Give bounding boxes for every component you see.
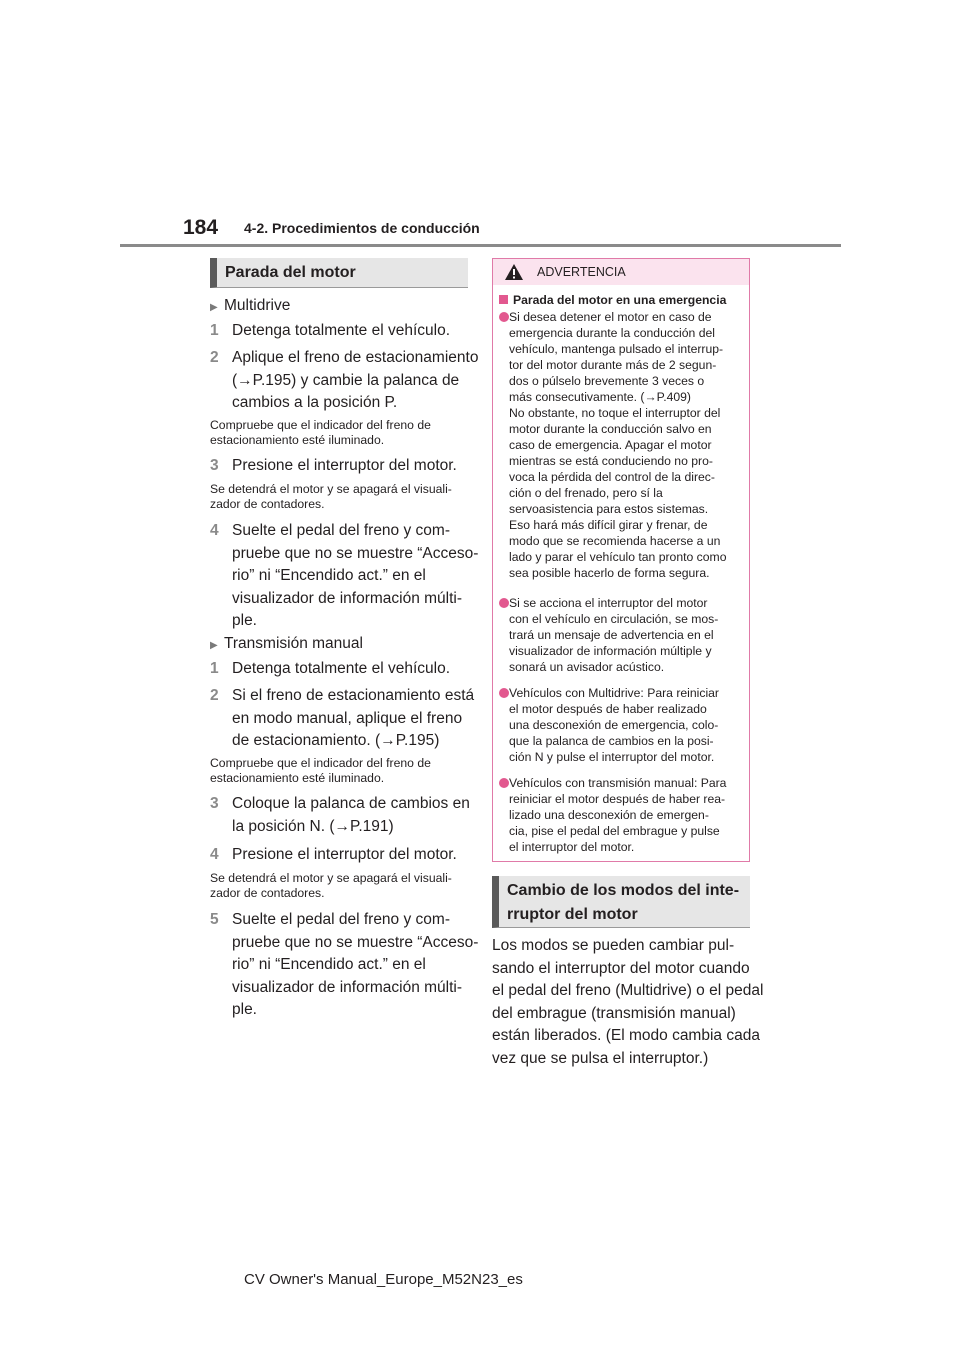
circle-bullet-icon (499, 778, 509, 788)
manual-label: ▶ Transmisión manual (210, 633, 363, 657)
mt-note-2-line2: estacionamiento esté iluminado. (210, 771, 385, 785)
warning-line: modo que se recomienda hacerse a un (509, 534, 721, 548)
warning-line: ción N y pulse el interruptor del motor. (509, 750, 715, 764)
mt-step-1: 1 Detenga totalmente el vehículo. (210, 660, 450, 677)
warning-line: servoasistencia para estos sistemas. (509, 502, 709, 516)
md-note-3-line1: Se detendrá el motor y se apagará el visuali- (210, 482, 452, 496)
warning-line: lado y parar el vehículo tan pronto como (509, 550, 727, 564)
mt-step-5-line4: visualizador de información múlti- (232, 979, 463, 996)
md-step-3: 3 Presione el interruptor del motor. (210, 457, 457, 474)
header-divider (120, 244, 841, 247)
md-note-3-line2: zador de contadores. (210, 497, 325, 511)
warning-line: motor durante la conducción salvo en (509, 422, 712, 436)
warning-line: que la palanca de cambios en la posi- (509, 734, 714, 748)
mt-step-5-line5: ple. (232, 1001, 257, 1018)
warning-line: tor del motor durante más de 2 segun- (509, 358, 717, 372)
heading-cambio-modos (492, 876, 750, 928)
warning-line: emergencia durante la conducción del (509, 326, 715, 340)
section-title: 4-2. Procedimientos de conducción (244, 220, 480, 236)
warning-subhead: Parada del motor en una emergencia (499, 292, 726, 308)
heading-cambio-line1: Cambio de los modos del inte- (507, 882, 740, 899)
md-step-1: 1 Detenga totalmente el vehículo. (210, 322, 450, 339)
warning-line: reiniciar el motor después de haber rea- (509, 792, 726, 806)
md-step-4-line4: visualizador de información múlti- (232, 590, 463, 607)
left-column (210, 292, 479, 1032)
warning-line: Si se acciona el interruptor del motor (509, 596, 708, 610)
md-step-4-line2: pruebe que no se muestre “Acceso- (232, 545, 479, 562)
multidrive-label: ▶ Multidrive (210, 295, 290, 319)
mt-step-2: 2 Si el freno de estacionamiento está (210, 687, 475, 704)
warning-line: cia, pise el pedal del embrague y pulse (509, 824, 720, 838)
mt-step-5: 5 Suelte el pedal del freno y com- (210, 911, 450, 928)
warning-box (492, 258, 750, 862)
warning-line: Si desea detener el motor en caso de (509, 310, 712, 324)
mt-step-3-line2: la posición N. (→P.191) (232, 818, 394, 835)
mt-step-5-line2: pruebe que no se muestre “Acceso- (232, 934, 479, 951)
warning-line: sea posible hacerlo de forma segura. (509, 566, 710, 580)
mt-step-2-line3: de estacionamiento. (→P.195) (232, 732, 440, 749)
warning-line: vehículo, mantenga pulsado el interrup- (509, 342, 724, 356)
circle-bullet-icon (499, 312, 509, 322)
mt-note-4-line1: Se detendrá el motor y se apagará el visuali- (210, 871, 452, 885)
modes-paragraph-line: sando el interruptor del motor cuando (492, 959, 750, 977)
warning-line: más consecutivamente. (→P.409) (509, 390, 691, 404)
mt-step-4: 4 Presione el interruptor del motor. (210, 846, 457, 863)
warning-line: con el vehículo en circulación, se mos- (509, 612, 719, 626)
warning-line: trará un mensaje de advertencia en el (509, 628, 714, 642)
warning-line: dos o púlselo brevemente 3 veces o (509, 374, 705, 388)
md-step-4-line5: ple. (232, 612, 257, 629)
warning-header (493, 259, 749, 285)
mt-step-2-line2: en modo manual, aplique el freno (232, 710, 463, 727)
md-note-2-line1: Compruebe que el indicador del freno de (210, 418, 431, 432)
warning-line: Vehículos con transmisión manual: Para (509, 776, 727, 790)
page-number: 184 (183, 216, 219, 239)
md-note-2-line2: estacionamiento esté iluminado. (210, 433, 385, 447)
warning-line: Vehículos con Multidrive: Para reiniciar (509, 686, 719, 700)
warning-title: ADVERTENCIA (537, 265, 626, 279)
warning-line: ción o del frenado, pero sí la (509, 486, 663, 500)
mt-step-3: 3 Coloque la palanca de cambios en (210, 795, 470, 812)
md-step-2-line2: (→P.195) y cambie la palanca de (232, 372, 460, 389)
circle-bullet-icon (499, 688, 509, 698)
warning-line: caso de emergencia. Apagar el motor (509, 438, 712, 452)
modes-paragraph-line: Los modos se pueden cambiar pul- (492, 937, 735, 954)
modes-paragraph-line: el pedal del freno (Multidrive) o el pedal (492, 982, 764, 999)
md-step-2: 2 Aplique el freno de estacionamiento (210, 349, 479, 366)
triangle-bullet-icon: ▶ (210, 640, 218, 651)
mt-note-4-line2: zador de contadores. (210, 886, 325, 900)
circle-bullet-icon (499, 598, 509, 608)
triangle-bullet-icon: ▶ (210, 302, 218, 313)
md-step-4-line3: rio” ni “Encendido act.” en el (232, 567, 426, 584)
md-step-2-line3: cambios a la posición P. (232, 394, 398, 411)
warning-triangle-icon (504, 263, 524, 281)
square-bullet-icon (499, 295, 508, 304)
mt-note-2-line1: Compruebe que el indicador del freno de (210, 756, 431, 770)
md-step-4: 4 Suelte el pedal del freno y com- (210, 522, 450, 539)
warning-line: voca la pérdida del control de la direc- (509, 470, 715, 484)
footer-text: CV Owner's Manual_Europe_M52N23_es (244, 1271, 523, 1288)
modes-paragraph-line: vez que se pulsa el interruptor.) (492, 1049, 709, 1067)
warning-line: una desconexión de emergencia, colo- (509, 718, 719, 732)
modes-paragraph-line: están liberados. (El modo cambia cada (492, 1027, 760, 1044)
warning-line: el interruptor del motor. (509, 840, 635, 854)
warning-line: el motor después de haber realizado (509, 702, 707, 716)
warning-line: Eso hará más difícil girar y frenar, de (509, 518, 708, 532)
warning-line: sonará un avisador acústico. (509, 660, 665, 674)
warning-line: mientras se está conduciendo no pro- (509, 454, 713, 468)
warning-line: lizado una desconexión de emergen- (509, 808, 709, 822)
warning-line: No obstante, no toque el interruptor del (509, 406, 721, 420)
modes-paragraph-line: del embrague (transmisión manual) (492, 1004, 736, 1022)
heading-parada-del-motor: Parada del motor (210, 258, 468, 288)
warning-line: visualizador de información múltiple y (509, 644, 712, 658)
mt-step-5-line3: rio” ni “Encendido act.” en el (232, 956, 426, 973)
heading-cambio-line2: rruptor del motor (507, 906, 638, 923)
